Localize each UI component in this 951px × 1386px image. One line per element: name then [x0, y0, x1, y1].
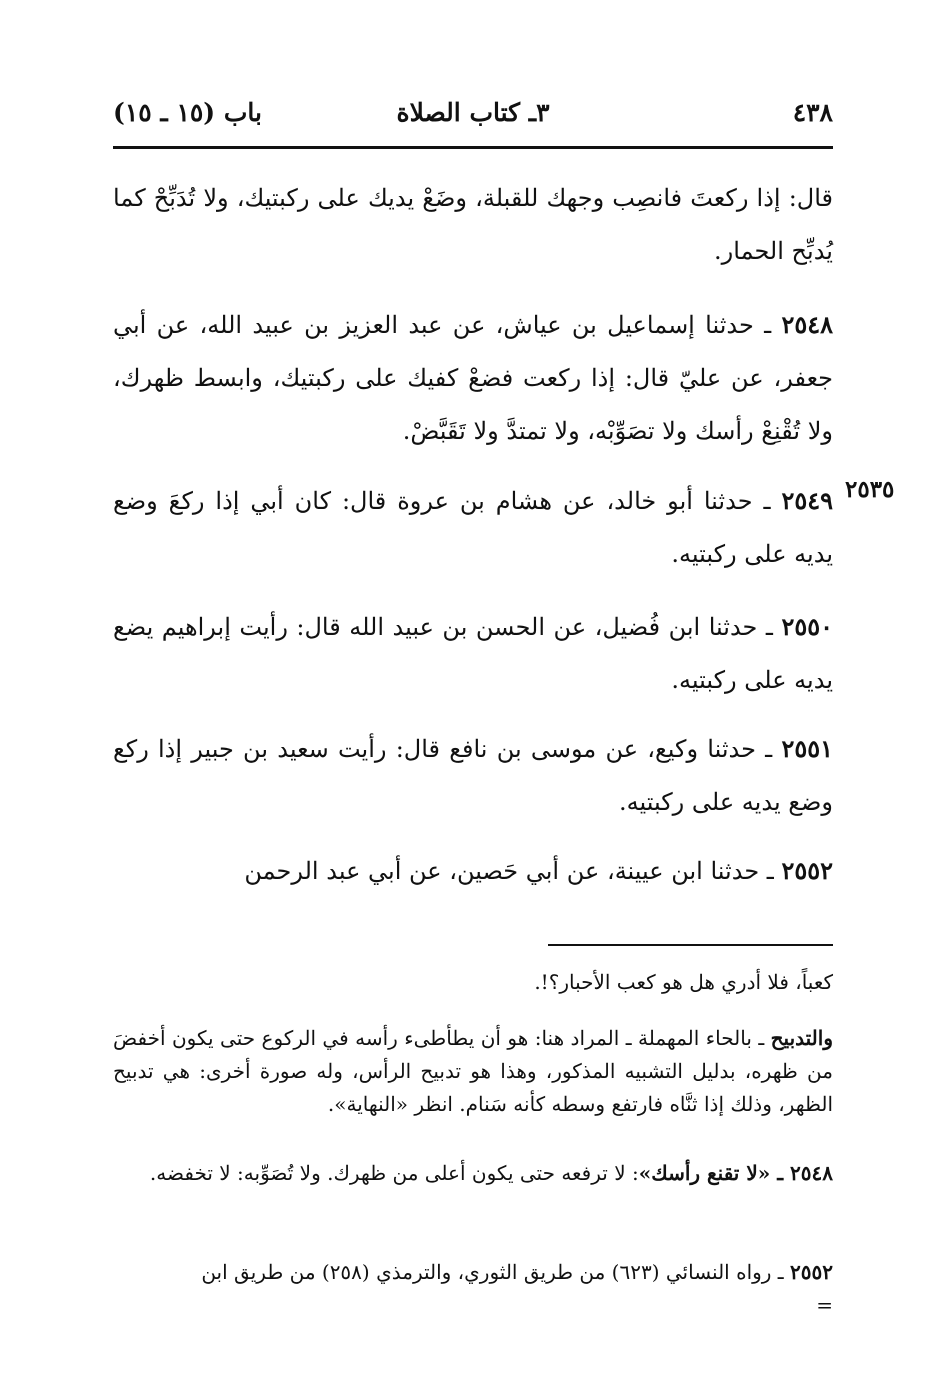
- footnote-text: ـ رواه النسائي (٦٢٣) من طريق الثوري، والترمذي (٢٥٨) من طريق ابن: [201, 1260, 791, 1284]
- hadith-number: ٢٥٥٢: [781, 856, 833, 885]
- footnote-2: [113, 1022, 833, 1121]
- footnote-continuation-mark: =: [816, 1293, 833, 1317]
- hadith-number: ٢٥٥١: [781, 734, 833, 763]
- footnote-text: : لا ترفعه حتى يكون أعلى من ظهرك. ولا تُصَوِّبه: لا تخفضه.: [149, 1161, 639, 1185]
- footnote-separator: [548, 944, 833, 946]
- paragraph-text: قال: إذا ركعتَ فانصِب وجهك للقبلة، وضَعْ يديك على ركبتيك، ولا تُدَبِّحْ كما يُدبِّح الحمار.: [113, 184, 833, 265]
- hadith-text: ـ حدثنا ابن عيينة، عن أبي حَصين، عن أبي عبد الرحمن: [244, 857, 782, 885]
- hadith-2548: [113, 298, 833, 458]
- hadith-text: ـ حدثنا وكيع، عن موسى بن نافع قال: رأيت سعيد بن جبير إذا ركع وضع يديه على ركبتيه.: [113, 735, 833, 816]
- footnote-lead: ٢٥٥٢: [790, 1260, 833, 1284]
- hadith-number: ٢٥٤٨: [781, 310, 834, 339]
- footnote-text: ـ بالحاء المهملة ـ المراد هنا: هو أن يطأطىء رأسه في الركوع حتى يكون أخفضَ من ظهره، بدليل التشبيه المذكور، وهذا هو تدبيح الرأس، وله صورة أخرى: هي تدبيح الظهر، وذلك إذا ثنَّاه فارتفع وسطه كأنه سَنام. انظر «النهاية».: [113, 1026, 833, 1116]
- hadith-2549: [113, 474, 833, 581]
- hadith-number: ٢٥٤٩: [781, 486, 833, 515]
- hadith-text: ـ حدثنا ابن فُضيل، عن الحسن بن عبيد الله قال: رأيت إبراهيم يضع يديه على ركبتيه.: [113, 613, 833, 694]
- hadith-2551: [113, 722, 833, 829]
- header-rule: [113, 146, 833, 149]
- hadith-text: ـ حدثنا إسماعيل بن عياش، عن عبد العزيز بن عبيد الله، عن أبي جعفر، عن عليّ قال: إذا ركعت فضعْ كفيك على ركبتيك، وابسط ظهرك، ولا تُقْنِعْ رأسك ولا تصَوِّبْه، ولا تمتدَّ ولا تَقَبَّضْ.: [113, 311, 833, 445]
- chapter-label: باب (١٥ ـ ١٥): [113, 98, 262, 127]
- hadith-text: ـ حدثنا أبو خالد، عن هشام بن عروة قال: كان أبي إذا ركعَ وضع يديه على ركبتيه.: [113, 487, 833, 568]
- footnote-lead: ٢٥٤٨ ـ «لا تقنع رأسك»: [638, 1161, 833, 1185]
- footnote-text: كعباً، فلا أدري هل هو كعب الأحبار؟!.: [534, 970, 833, 994]
- hadith-number: ٢٥٥٠: [781, 612, 833, 641]
- footnote-lead: والتدبيح: [770, 1026, 833, 1050]
- hadith-2550: [113, 600, 833, 707]
- book-title: ٣ـ كتاب الصلاة: [396, 98, 550, 127]
- page-number: ٤٣٨: [792, 98, 833, 127]
- footnote-3: [113, 1157, 833, 1190]
- hadith-2552: [113, 844, 833, 898]
- margin-reference-number: ٢٥٣٥: [845, 476, 895, 503]
- page-header: [113, 98, 833, 138]
- footnote-1: [113, 966, 833, 999]
- footnote-4: [113, 1256, 833, 1322]
- paragraph-continuation: [113, 172, 833, 278]
